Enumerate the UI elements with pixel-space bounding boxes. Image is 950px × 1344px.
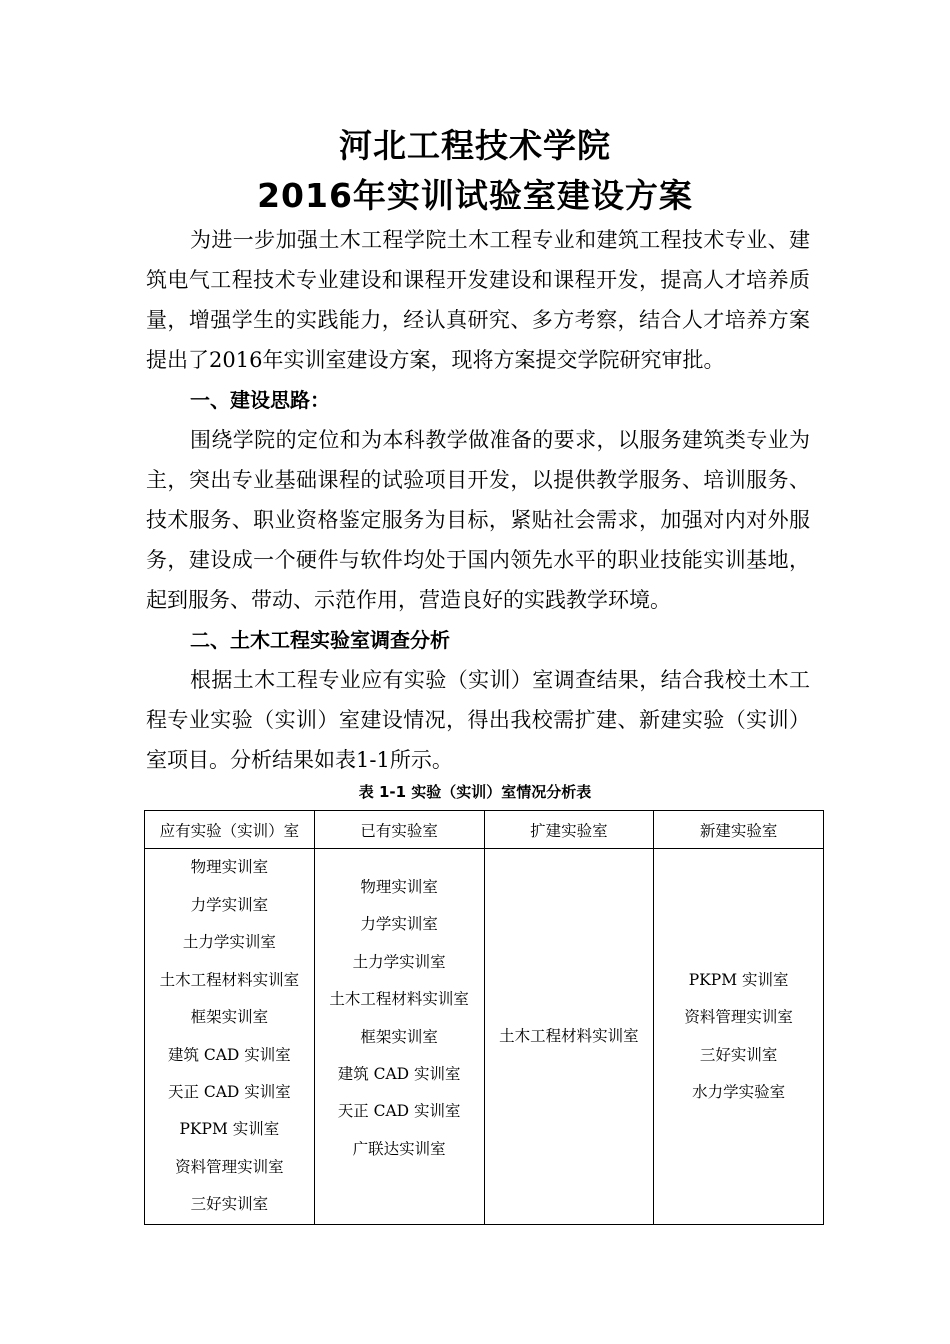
list-item: 土木工程材料实训室 — [329, 990, 469, 1009]
list-item: 土木工程材料实训室 — [159, 970, 300, 989]
document-body — [146, 220, 810, 780]
section1-paragraph: 围绕学院的定位和为本科教学做准备的要求，以服务建筑类专业为主，突出专业基础课程的试验项目开发，以提供教学服务、培训服务、技术服务、职业资格鉴定服务为目标，紧贴社会需求，加强对内对外服务，建设成一个硬件与软件均处于国内领先水平的职业技能实训基地，起到服务、带动、示范作用，营造良好的实践教学环境。 — [146, 428, 810, 612]
document-title: 河北工程技术学院 — [339, 126, 611, 165]
table-header-row — [145, 811, 824, 849]
should-have-list — [145, 849, 314, 1223]
list-item: 水力学实验室 — [692, 1082, 786, 1101]
cell-new-build — [654, 849, 824, 1225]
list-item: PKPM 实训室 — [688, 970, 789, 989]
list-item: 力学实训室 — [190, 895, 269, 914]
list-item: 资料管理实训室 — [684, 1008, 793, 1027]
list-item: 框架实训室 — [360, 1027, 438, 1046]
table-caption: 表 1-1 实验（实训）室情况分析表 — [358, 783, 592, 801]
list-item: 资料管理实训室 — [175, 1157, 284, 1176]
document-subtitle: 2016年实训试验室建设方案 — [257, 176, 693, 215]
list-item: 三好实训室 — [190, 1195, 269, 1214]
list-item: 建筑 CAD 实训室 — [337, 1064, 461, 1083]
list-item: 力学实训室 — [360, 915, 438, 934]
expand-list — [485, 1018, 654, 1055]
table-row — [145, 849, 824, 1225]
list-item: 物理实训室 — [360, 877, 438, 896]
list-item: 土木工程材料实训室 — [499, 1026, 639, 1045]
new-build-list — [654, 962, 823, 1112]
cell-should-have — [145, 849, 315, 1225]
list-item: PKPM 实训室 — [179, 1120, 280, 1139]
list-item: 天正 CAD 实训室 — [337, 1102, 461, 1121]
existing-list — [315, 869, 484, 1168]
list-item: 天正 CAD 实训室 — [167, 1082, 291, 1101]
intro-paragraph: 为进一步加强土木工程学院土木工程专业和建筑工程技术专业、建筑电气工程技术专业建设和课程开发建设和课程开发，提高人才培养质量，增强学生的实践能力，经认真研究、多方考察，结合人才培养方案提出了2016年实训室建设方案，现将方案提交学院研究审批。 — [146, 228, 810, 372]
list-item: 物理实训室 — [190, 858, 269, 877]
section1-heading: 一、建设思路： — [190, 388, 330, 412]
header-new-build: 新建实验室 — [654, 811, 824, 849]
section2-heading: 二、土木工程实验室调查分析 — [190, 628, 450, 652]
cell-existing — [314, 849, 484, 1225]
section2-paragraph: 根据土木工程专业应有实验（实训）室调查结果，结合我校土木工程专业实验（实训）室建设情况，得出我校需扩建、新建实验（实训）室项目。分析结果如表1-1所示。 — [146, 668, 810, 772]
header-existing: 已有实验室 — [314, 811, 484, 849]
list-item: 建筑 CAD 实训室 — [167, 1045, 291, 1064]
header-should-have: 应有实验（实训）室 — [145, 811, 315, 849]
list-item: 土力学实训室 — [352, 952, 446, 971]
cell-expand — [484, 849, 654, 1225]
list-item: 三好实训室 — [699, 1045, 778, 1064]
list-item: 广联达实训室 — [352, 1139, 446, 1158]
header-expand: 扩建实验室 — [484, 811, 654, 849]
list-item: 土力学实训室 — [182, 933, 276, 952]
list-item: 框架实训室 — [190, 1008, 269, 1027]
lab-analysis-table — [144, 810, 824, 1225]
